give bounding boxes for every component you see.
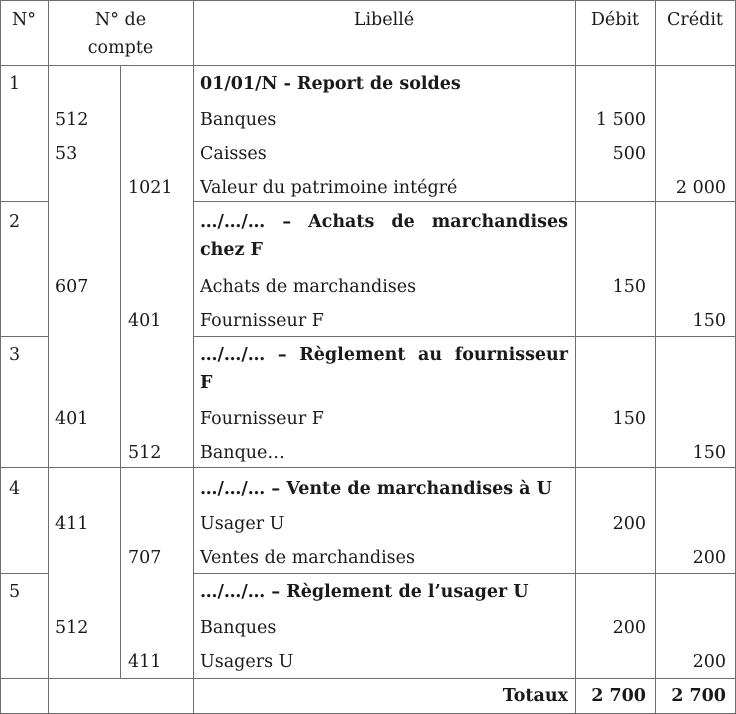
- entry-title-line1: …/…/… – Achats de marchandises: [200, 212, 568, 232]
- column-divider-libelle: [193, 0, 194, 714]
- header-libelle: Libellé: [353, 10, 415, 30]
- debit-account: 512: [55, 110, 89, 130]
- line-label: Ventes de marchandises: [200, 548, 415, 568]
- debit-amount: 500: [612, 144, 646, 164]
- entry-number: 4: [9, 479, 21, 499]
- debit-amount: 150: [612, 277, 646, 297]
- header-num: N°: [11, 10, 37, 30]
- line-label: Fournisseur F: [200, 409, 324, 429]
- entry-title-line2: F: [200, 373, 213, 393]
- credit-amount: 150: [692, 443, 726, 463]
- entry-separator-1: [0, 201, 48, 202]
- debit-amount: 1 500: [595, 110, 646, 130]
- column-divider-credit: [655, 0, 656, 714]
- debit-account: 53: [55, 144, 78, 164]
- debit-account: 401: [55, 409, 89, 429]
- credit-account: 401: [128, 311, 162, 331]
- entry-separator-2: [0, 336, 48, 337]
- line-label: Caisses: [200, 144, 267, 164]
- line-label: Achats de marchandises: [200, 277, 417, 297]
- debit-amount: 200: [612, 618, 646, 638]
- entry-title: …/…/… – Vente de marchandises à U: [200, 479, 552, 499]
- totals-debit: 2 700: [591, 686, 646, 706]
- entry-title-line2: chez F: [200, 240, 263, 260]
- header-separator: [0, 65, 736, 66]
- column-divider-num: [48, 0, 49, 714]
- totals-separator: [0, 678, 736, 679]
- credit-account: 512: [128, 443, 162, 463]
- entry-number: 1: [9, 74, 21, 94]
- line-label: Valeur du patrimoine intégré: [200, 178, 458, 198]
- entry-separator-4: [0, 573, 48, 574]
- totals-credit: 2 700: [671, 686, 726, 706]
- credit-amount: 150: [692, 311, 726, 331]
- entry-number: 3: [9, 345, 21, 365]
- credit-account: 411: [128, 652, 162, 672]
- entry-number: 2: [9, 212, 21, 232]
- line-label: Banque…: [200, 443, 285, 463]
- entry-separator-3: [0, 467, 736, 468]
- debit-amount: 150: [612, 409, 646, 429]
- debit-account: 607: [55, 277, 89, 297]
- credit-account: 707: [128, 548, 162, 568]
- debit-account: 411: [55, 514, 89, 534]
- header-compte-line2: compte: [87, 38, 154, 58]
- credit-amount: 200: [692, 652, 726, 672]
- column-divider-accounts: [120, 65, 121, 678]
- header-debit: Débit: [590, 10, 640, 30]
- credit-amount: 2 000: [675, 178, 726, 198]
- line-label: Fournisseur F: [200, 311, 324, 331]
- header-compte-line1: N° de: [94, 10, 147, 30]
- totals-label: Totaux: [502, 686, 568, 706]
- header-credit: Crédit: [667, 10, 723, 30]
- entry-number: 5: [9, 582, 21, 602]
- debit-account: 512: [55, 618, 89, 638]
- credit-account: 1021: [128, 178, 173, 198]
- table-border-top: [0, 0, 736, 1]
- debit-amount: 200: [612, 514, 646, 534]
- line-label: Banques: [200, 110, 277, 130]
- entry-title: 01/01/N - Report de soldes: [200, 74, 461, 94]
- line-label: Usagers U: [200, 652, 294, 672]
- line-label: Banques: [200, 618, 277, 638]
- table-border-left: [0, 0, 1, 714]
- entry-title: …/…/… – Règlement de l’usager U: [200, 582, 529, 602]
- credit-amount: 200: [692, 548, 726, 568]
- entry-title-line1: …/…/… – Règlement au fournisseur: [200, 345, 568, 365]
- line-label: Usager U: [200, 514, 285, 534]
